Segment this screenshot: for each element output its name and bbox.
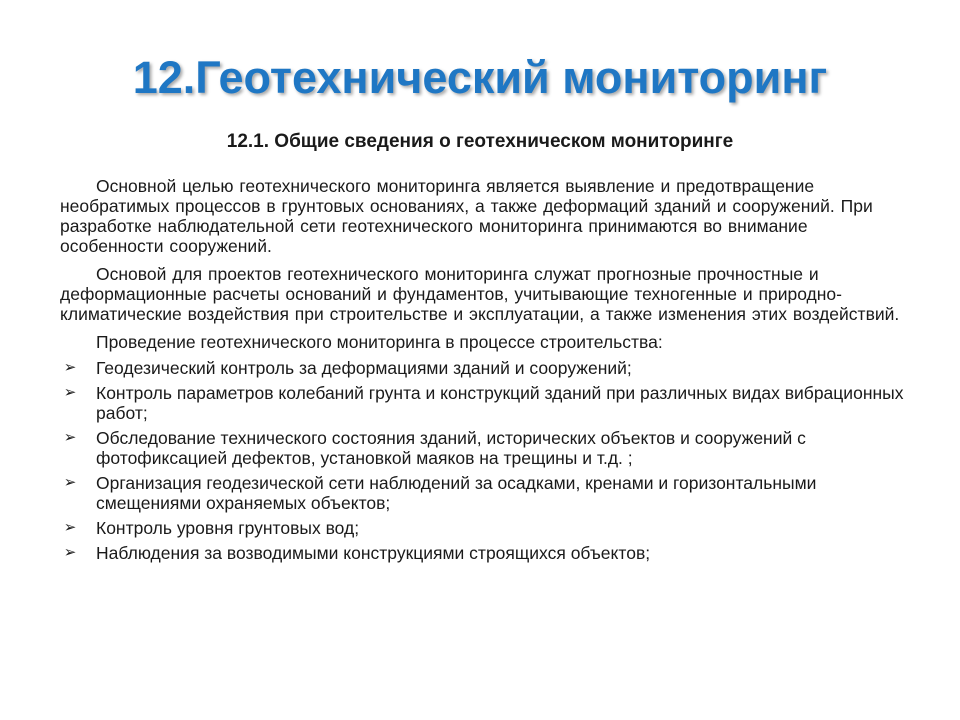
list-item bbox=[60, 383, 905, 423]
slide-subtitle: 12.1. Общие сведения о геотехническом мониторинге bbox=[226, 131, 734, 152]
list-item-text: Наблюдения за возводимыми конструкциями строящихся объектов; bbox=[96, 543, 651, 563]
list-item-text: Обследование технического состояния зданий, исторических объектов и сооружений с фотофиксацией дефектов, установкой маяков на трещины и т.д. ; bbox=[96, 428, 806, 468]
arrow-check-icon: ➢ bbox=[63, 474, 77, 491]
slide-title: 12.Геотехнический мониторинг bbox=[132, 52, 828, 103]
arrow-check-icon: ➢ bbox=[63, 519, 77, 536]
list-item bbox=[60, 428, 905, 468]
arrow-check-icon: ➢ bbox=[63, 359, 77, 376]
list-item bbox=[60, 543, 905, 563]
list-item bbox=[60, 358, 905, 378]
list-item bbox=[60, 518, 905, 538]
arrow-check-icon: ➢ bbox=[63, 384, 77, 401]
list-item-text: Контроль уровня грунтовых вод; bbox=[96, 518, 360, 538]
list-intro: Проведение геотехнического мониторинга в процессе строительства: bbox=[96, 332, 663, 352]
list-item-text: Геодезический контроль за деформациями зданий и сооружений; bbox=[96, 358, 632, 378]
list-item-text: Контроль параметров колебаний грунта и конструкций зданий при различных видах вибрационных работ; bbox=[96, 383, 904, 423]
list-item bbox=[60, 473, 905, 513]
list-item-text: Организация геодезической сети наблюдений за осадками, кренами и горизонтальными смещениями охраняемых объектов; bbox=[96, 473, 817, 513]
bullet-list bbox=[60, 358, 905, 563]
arrow-check-icon: ➢ bbox=[63, 544, 77, 561]
paragraph-basis: Основой для проектов геотехнического мониторинга служат прогнозные прочностные и деформационные расчеты оснований и фундаментов, учитывающие техногенные и природно-климатические воздействия при строительстве и эксплуатации, а также изменения этих воздействий. bbox=[60, 264, 900, 324]
arrow-check-icon: ➢ bbox=[63, 429, 77, 446]
slide-body bbox=[60, 176, 905, 568]
paragraph-goal: Основной целью геотехнического мониторинга является выявление и предотвращение необратимых процессов в грунтовых основаниях, а также деформаций зданий и сооружений. При разработке наблюдательной сети геотехнического мониторинга принимаются во внимание особенности сооружений. bbox=[60, 176, 873, 256]
